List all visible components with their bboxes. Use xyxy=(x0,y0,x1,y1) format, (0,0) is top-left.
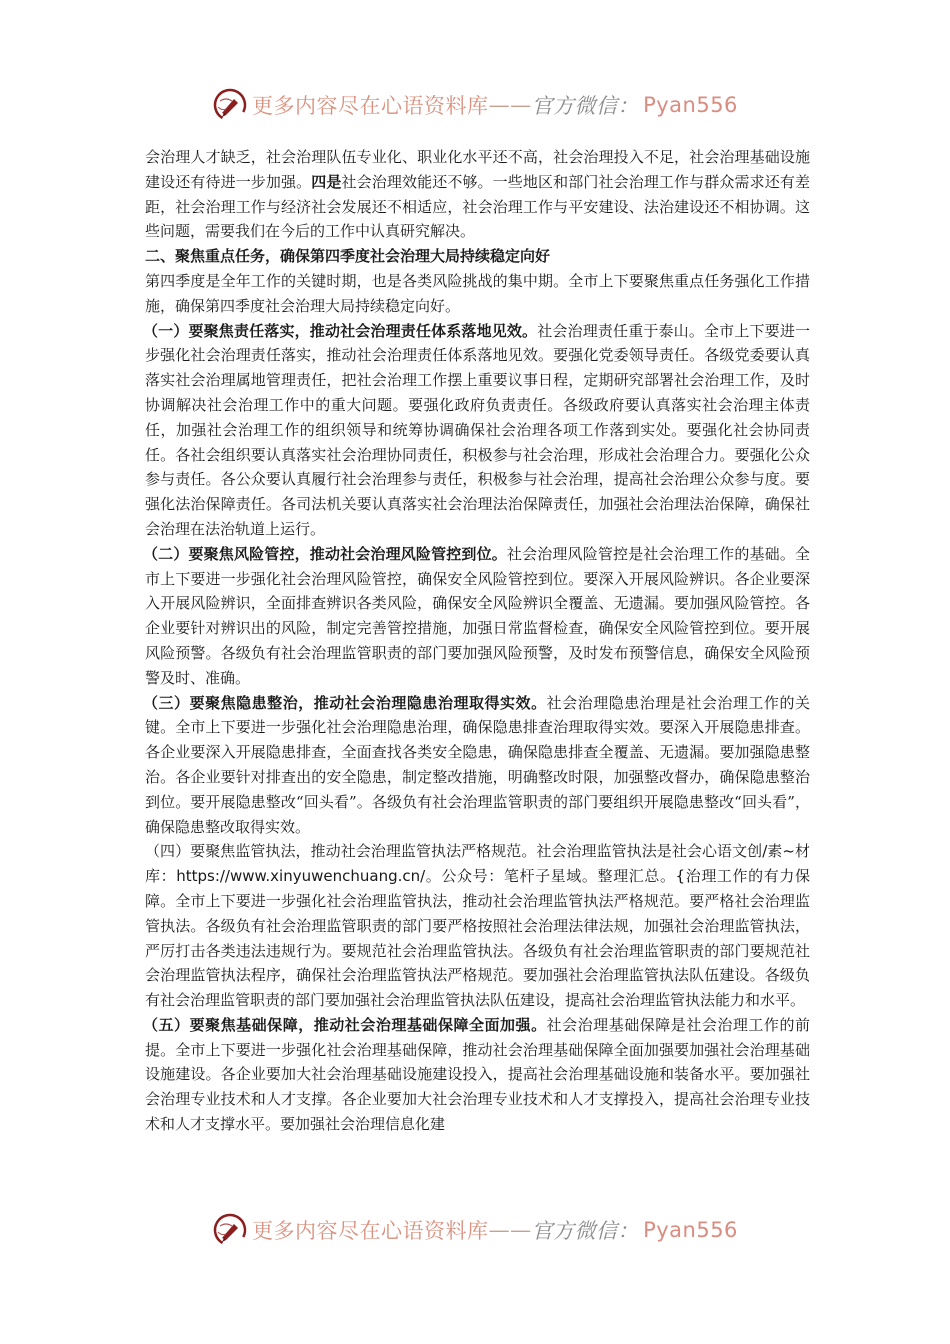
banner-content xyxy=(212,87,738,123)
item-1 xyxy=(145,319,810,542)
banner-content xyxy=(212,1212,738,1248)
item-2-text: 社会治理风险管控是社会治理工作的基础。全市上下要进一步强化社会治理风险管控，确保安全风险管控到位。要深入开展风险辨识。各企业要深入开展风险辨识，全面排查辨识各类风险，确保安全风险辨识全覆盖、无遗漏。要加强风险管控。各企业要针对辨识出的风险，制定完善管控措施，加强日常监督检查，确保安全风险管控到位。要开展风险预警。各级负有社会治理监管职责的部门要加强风险预警，及时发布预警信息，确保安全风险预警及时、准确。 xyxy=(145,544,810,687)
intro-text-before: 会治理人才缺乏，社会治理队伍专业化、职业化水平还不高，社会治理投入不足，社会治理基础设施建设还有待进一步加强。 xyxy=(145,148,810,191)
banner-brand: 更多内容尽在心语资料库 xyxy=(252,94,489,118)
footer-banner xyxy=(0,1208,950,1252)
item-3-text: 社会治理隐患治理是社会治理工作的关键。全市上下要进一步强化社会治理隐患治理，确保隐患排查治理取得实效。要深入开展隐患排查。各企业要深入开展隐患排查，全面查找各类安全隐患，确保隐患排查全覆盖、无遗漏。要加强隐患整治。各企业要针对排查出的安全隐患，制定整改措施，明确整改时限，加强整改督办，确保隐患整治到位。要开展隐患整改“回头看”。各级负有社会治理监管职责的部门要组织开展隐患整改“回头看”，确保隐患整改取得实效。 xyxy=(145,693,810,836)
banner-wechat-id: Pyan556 xyxy=(643,1218,738,1242)
pen-nib-logo-icon xyxy=(212,87,248,123)
item-3 xyxy=(145,691,810,840)
section-intro: 第四季度是全年工作的关键时期，也是各类风险挑战的集中期。全市上下要聚焦重点任务强化工作措施，确保第四季度社会治理大局持续稳定向好。 xyxy=(145,271,810,315)
banner-brand: 更多内容尽在心语资料库 xyxy=(252,1219,489,1243)
item-5-text: 社会治理基础保障是社会治理工作的前提。全市上下要进一步强化社会治理基础保障，推动社会治理基础保障全面加强要加强社会治理基础设施建设。各企业要加大社会治理基础设施建设投入，提高社会治理基础设施和装备水平。要加强社会治理专业技术和人才支撑。各企业要加大社会治理专业技术和人才支撑投入，提高社会治理专业技术和人才支撑水平。要加强社会治理信息化建 xyxy=(145,1015,810,1134)
banner-dash: —— xyxy=(488,93,532,117)
item-5 xyxy=(145,1013,810,1137)
intro-text-after: 社会治理效能还不够。一些地区和部门社会治理工作与群众需求还有差距，社会治理工作与经济社会发展还不相适应，社会治理工作与平安建设、法治建设还不相协调。这些问题，需要我们在今后的工作中认真研究解决。 xyxy=(145,172,810,241)
item-4-text: （四）要聚焦监管执法，推动社会治理监管执法严格规范。社会治理监管执法是社会心语文创/素~材库：https://www.xinyuwenchuang.cn/。公众号：笔杆子星域。整理汇总。{治理工作的有力保障。全市上下要进一步强化社会治理监管执法，推动社会治理监管执法严格规范。要严格社会治理监管执法。各级负有社会治理监管职责的部门要严格按照社会治理法律法规，加强社会治理监管执法，严厉打击各类违法违规行为。要规范社会治理监管执法。各级负有社会治理监管职责的部门要规范社会治理监管执法程序，确保社会治理监管执法严格规范。要加强社会治理监管执法队伍建设。各级负有社会治理监管职责的部门要加强社会治理监管执法队伍建设，提高社会治理监管执法能力和水平。 xyxy=(145,842,810,1010)
intro-bold: 四是 xyxy=(311,172,342,191)
banner-text xyxy=(252,1215,738,1245)
item-3-title: （三）要聚焦隐患整治，推动社会治理隐患治理取得实效。 xyxy=(143,693,547,712)
banner-wechat-id: Pyan556 xyxy=(643,93,738,117)
header-banner xyxy=(0,83,950,127)
item-2 xyxy=(145,542,810,691)
pen-nib-logo-icon xyxy=(212,1212,248,1248)
section-heading: 二、聚焦重点任务，确保第四季度社会治理大局持续稳定向好 xyxy=(145,247,551,266)
intro-paragraph xyxy=(145,145,810,244)
item-5-title: （五）要聚焦基础保障，推动社会治理基础保障全面加强。 xyxy=(143,1015,547,1034)
document-body xyxy=(145,145,810,1137)
item-1-title: （一）要聚焦责任落实，推动社会治理责任体系落地见效。 xyxy=(143,321,538,340)
banner-dash: —— xyxy=(488,1218,532,1242)
banner-label: 官方微信： xyxy=(531,1219,640,1243)
banner-text xyxy=(252,90,738,120)
item-1-text: 社会治理责任重于泰山。全市上下要进一步强化社会治理责任落实，推动社会治理责任体系落地见效。要强化党委领导责任。各级党委要认真落实社会治理属地管理责任，把社会治理工作摆上重要议事日程，定期研究部署社会治理工作，及时协调解决社会治理工作中的重大问题。要强化政府负责责任。各级政府要认真落实社会治理主体责任，加强社会治理工作的组织领导和统筹协调确保社会治理各项工作落到实处。要强化社会协同责任。各社会组织要认真落实社会治理协同责任，积极参与社会治理，形成社会治理合力。要强化公众参与责任。各公众要认真履行社会治理参与责任，积极参与社会治理，提高社会治理公众参与度。要强化法治保障责任。各司法机关要认真落实社会治理法治保障责任，加强社会治理法治保障，确保社会治理在法治轨道上运行。 xyxy=(145,321,810,538)
item-4 xyxy=(145,839,810,1013)
item-2-title: （二）要聚焦风险管控，推动社会治理风险管控到位。 xyxy=(143,544,507,563)
banner-label: 官方微信： xyxy=(531,94,640,118)
